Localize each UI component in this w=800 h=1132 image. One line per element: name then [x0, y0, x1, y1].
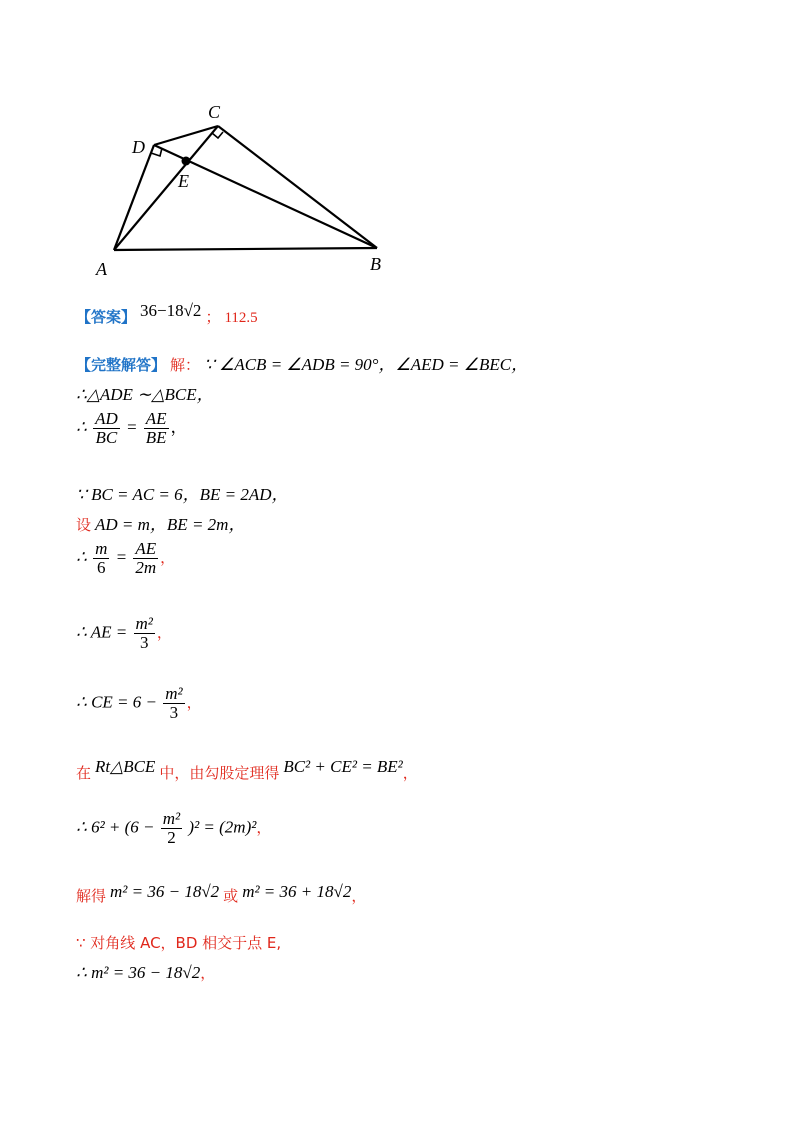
label-A: A	[96, 259, 107, 279]
line-12: ∵ 对角线 AC，BD 相交于点 E,	[76, 934, 282, 952]
line-9-equation: BC² + CE² = BE²	[283, 757, 403, 776]
solution-header	[76, 350, 528, 375]
fraction-ad-bc: $\frac{AD}{BC}$	[95, 409, 118, 447]
line-1: ∵ ∠ACB = ∠ADB = 90°，∠AED = ∠BEC，	[204, 355, 529, 374]
segment-CB	[218, 126, 377, 248]
answer-value-2: 112.5	[224, 310, 258, 326]
line-13: ∴ m² = 36 − 18√2，	[76, 963, 216, 982]
answer-value-1: 36−18√2	[140, 301, 202, 320]
line-5	[76, 510, 245, 535]
line-5-math: AD = m，BE = 2m，	[95, 515, 246, 534]
line-7: ∴ AE = $\frac{\text{m²}}{3}$ ，	[76, 614, 172, 652]
line-8: ∴ CE = 6 − $\frac{\text{m²}}{3}$ ，	[76, 684, 202, 722]
line-9-text: 中，由勾股定理得	[159, 764, 280, 782]
line-6: ∴ $\frac{m}{6}$ = $\frac{AE}{2m}$ ，	[76, 539, 176, 577]
line-10-post: )² = (2m)²	[188, 817, 257, 837]
line-9: 在 Rt△BCE 中，由勾股定理得 BC² + CE² = BE²，	[76, 757, 418, 782]
line-11-root-2: m² = 36 + 18√2	[242, 882, 352, 901]
fraction-m2-3b: $\frac{\text{m²}}{3}$	[165, 684, 183, 722]
answer-sep: ；	[205, 308, 221, 326]
fraction-m2-3: $\frac{\text{m²}}{3}$	[135, 614, 153, 652]
label-E: E	[178, 171, 189, 191]
fraction-m-6: $\frac{m}{6}$	[95, 539, 108, 577]
answer-tag: 【答案】	[76, 308, 137, 326]
segment-DC	[154, 126, 218, 145]
right-angle-C	[212, 132, 223, 138]
line-10-pre: ∴ 6² + (6 −	[76, 817, 155, 837]
line-11: 解得 m² = 36 − 18√2 或 m² = 36 + 18√2，	[76, 882, 367, 905]
therefore-symbol: ∴	[76, 417, 87, 437]
line-3: ∴ $\frac{AD}{BC}$ = $\frac{AE}{BE}$ ，	[76, 409, 188, 447]
answer-row	[76, 301, 258, 327]
line-11-root-1: m² = 36 − 18√2	[110, 882, 220, 901]
line-9-triangle: Rt△BCE	[95, 757, 156, 776]
segment-AB	[114, 248, 377, 250]
line-2: ∴△ADE ∼△BCE，	[76, 385, 214, 404]
line-7-pre: ∴ AE =	[76, 622, 128, 642]
geometry-figure	[90, 95, 420, 285]
solution-tag: 【完整解答】	[76, 356, 167, 374]
fraction-ae-2m: $\frac{AE}{2m}$	[135, 539, 157, 577]
line-8-pre: ∴ CE = 6 −	[76, 692, 157, 712]
line-11-or: 或	[223, 887, 239, 905]
label-B: B	[370, 254, 381, 274]
line-9-zai: 在	[76, 764, 92, 782]
fraction-ae-be: $\frac{AE}{BE}$	[145, 409, 167, 447]
line-13-math: ∴ m² = 36 − 18√2	[76, 963, 201, 982]
line-11-jiede: 解得	[76, 887, 107, 905]
label-D: D	[132, 137, 145, 157]
fraction-m2-2: $\frac{\text{m²}}{2}$	[162, 809, 181, 847]
line-4: ∵ BC = AC = 6，BE = 2AD，	[76, 485, 289, 504]
point-E	[182, 157, 191, 166]
solution-jie: 解：	[170, 356, 201, 374]
segment-AD	[114, 145, 154, 250]
line-10: ∴ 6² + (6 − $\frac{\text{m²}}{2}$ )² = (2m)²，	[76, 809, 272, 847]
segment-AC	[114, 126, 218, 250]
set-label: 设	[76, 516, 92, 534]
label-C: C	[208, 102, 221, 122]
